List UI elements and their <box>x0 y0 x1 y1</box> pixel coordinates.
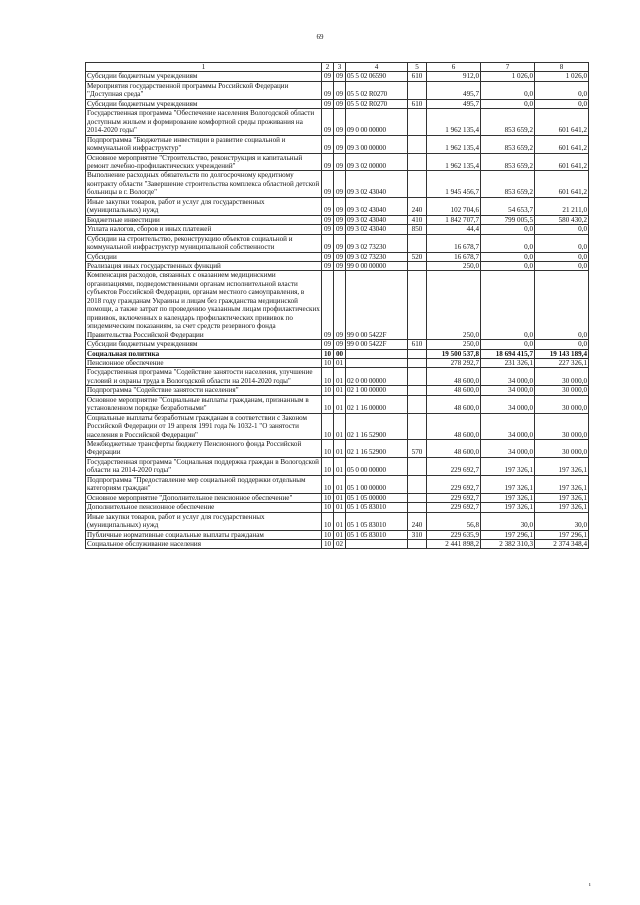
amount-year-1: 56,8 <box>427 512 481 530</box>
subsection-code: 09 <box>334 225 346 234</box>
amount-year-2: 18 694 415,7 <box>481 349 535 358</box>
section-code: 10 <box>322 349 334 358</box>
footer-mark: ı <box>589 882 591 888</box>
amount-year-1: 250,0 <box>427 340 481 349</box>
table-row <box>86 386 589 395</box>
amount-year-2: 34 000,0 <box>481 440 535 458</box>
amount-year-3: 30,0 <box>535 512 589 530</box>
amount-year-2: 54 653,7 <box>481 197 535 215</box>
amount-year-3: 0,0 <box>535 271 589 340</box>
amount-year-1: 1 842 707,7 <box>427 215 481 224</box>
amount-year-2: 34 000,0 <box>481 368 535 386</box>
amount-year-2: 2 382 310,3 <box>481 540 535 549</box>
amount-year-3: 19 143 189,4 <box>535 349 589 358</box>
section-code: 09 <box>322 197 334 215</box>
subsection-code: 01 <box>334 386 346 395</box>
amount-year-3: 30 000,0 <box>535 413 589 439</box>
row-name: Основное мероприятие "Дополнительное пенсионное обеспечение" <box>86 493 322 502</box>
target-article-code: 09 3 00 00000 <box>346 135 408 153</box>
header-cell: 4 <box>346 63 408 72</box>
table-row <box>86 395 589 413</box>
expense-type-code <box>408 349 427 358</box>
expense-type-code: 610 <box>408 99 427 108</box>
section-code: 10 <box>322 386 334 395</box>
header-cell: 1 <box>86 63 322 72</box>
subsection-code: 09 <box>334 109 346 135</box>
amount-year-2: 0,0 <box>481 225 535 234</box>
target-article-code: 05 1 05 83010 <box>346 503 408 512</box>
table-row <box>86 153 589 171</box>
subsection-code: 01 <box>334 503 346 512</box>
amount-year-1: 229 635,9 <box>427 530 481 539</box>
subsection-code: 01 <box>334 512 346 530</box>
target-article-code: 05 5 02 R0270 <box>346 81 408 99</box>
amount-year-1: 250,0 <box>427 271 481 340</box>
amount-year-3: 197 326,1 <box>535 503 589 512</box>
row-name: Субсидии <box>86 252 322 261</box>
amount-year-2: 34 000,0 <box>481 386 535 395</box>
subsection-code: 09 <box>334 81 346 99</box>
amount-year-1: 48 600,0 <box>427 368 481 386</box>
subsection-code: 01 <box>334 475 346 493</box>
amount-year-2: 853 659,2 <box>481 153 535 171</box>
amount-year-1: 16 678,7 <box>427 234 481 252</box>
target-article-code: 05 0 00 00000 <box>346 457 408 475</box>
amount-year-3: 197 326,1 <box>535 457 589 475</box>
subsection-code: 09 <box>334 135 346 153</box>
row-name: Социальное обслуживание населения <box>86 540 322 549</box>
expense-type-code <box>408 395 427 413</box>
subsection-code: 01 <box>334 493 346 502</box>
target-article-code <box>346 349 408 358</box>
table-row <box>86 261 589 270</box>
amount-year-3: 601 641,2 <box>535 153 589 171</box>
section-code: 09 <box>322 252 334 261</box>
amount-year-1: 229 692,7 <box>427 493 481 502</box>
amount-year-3: 0,0 <box>535 99 589 108</box>
amount-year-1: 1 945 456,7 <box>427 171 481 197</box>
expense-type-code <box>408 358 427 367</box>
row-name: Подпрограмма "Предоставление мер социальной поддержки отдельным категориям граждан" <box>86 475 322 493</box>
amount-year-2: 0,0 <box>481 252 535 261</box>
section-code: 09 <box>322 99 334 108</box>
header-cell: 5 <box>408 63 427 72</box>
target-article-code: 02 1 00 00000 <box>346 386 408 395</box>
expense-type-code: 520 <box>408 252 427 261</box>
section-code: 09 <box>322 171 334 197</box>
target-article-code: 99 0 00 5422F <box>346 271 408 340</box>
target-article-code: 09 3 02 43040 <box>346 215 408 224</box>
expense-type-code <box>408 153 427 171</box>
table-row <box>86 457 589 475</box>
table-row <box>86 413 589 439</box>
section-code: 09 <box>322 340 334 349</box>
expense-type-code: 850 <box>408 225 427 234</box>
table-row <box>86 234 589 252</box>
expense-type-code <box>408 234 427 252</box>
subsection-code: 09 <box>334 153 346 171</box>
amount-year-2: 34 000,0 <box>481 395 535 413</box>
amount-year-2: 197 326,1 <box>481 493 535 502</box>
table-row <box>86 197 589 215</box>
amount-year-2: 197 326,1 <box>481 503 535 512</box>
expense-type-code: 610 <box>408 72 427 81</box>
section-code: 10 <box>322 368 334 386</box>
subsection-code: 01 <box>334 368 346 386</box>
amount-year-3: 30 000,0 <box>535 395 589 413</box>
target-article-code: 09 3 02 00000 <box>346 153 408 171</box>
amount-year-2: 30,0 <box>481 512 535 530</box>
amount-year-3: 601 641,2 <box>535 171 589 197</box>
section-code: 09 <box>322 153 334 171</box>
row-name: Подпрограмма "Содействие занятости населения" <box>86 386 322 395</box>
row-name: Уплата налогов, сборов и иных платежей <box>86 225 322 234</box>
page-number: 69 <box>316 33 324 41</box>
amount-year-3: 0,0 <box>535 234 589 252</box>
amount-year-2: 231 326,1 <box>481 358 535 367</box>
row-name: Государственная программа "Обеспечение населения Вологодской области доступным жильем и формирование комфортной среды проживания на 2014-2020 годы" <box>86 109 322 135</box>
table-row <box>86 503 589 512</box>
amount-year-1: 48 600,0 <box>427 386 481 395</box>
amount-year-3: 30 000,0 <box>535 386 589 395</box>
section-code: 10 <box>322 413 334 439</box>
row-name: Иные закупки товаров, работ и услуг для государственных (муниципальных) нужд <box>86 197 322 215</box>
amount-year-3: 601 641,2 <box>535 135 589 153</box>
expense-type-code <box>408 475 427 493</box>
expense-type-code <box>408 457 427 475</box>
amount-year-1: 48 600,0 <box>427 440 481 458</box>
row-name: Бюджетные инвестиции <box>86 215 322 224</box>
amount-year-3: 580 430,2 <box>535 215 589 224</box>
header-cell: 2 <box>322 63 334 72</box>
table-row <box>86 540 589 549</box>
expense-type-code <box>408 368 427 386</box>
amount-year-1: 229 692,7 <box>427 457 481 475</box>
subsection-code: 01 <box>334 413 346 439</box>
amount-year-1: 250,0 <box>427 261 481 270</box>
table-row <box>86 215 589 224</box>
target-article-code: 02 1 16 52900 <box>346 440 408 458</box>
table-row <box>86 475 589 493</box>
expense-type-code <box>408 109 427 135</box>
section-code: 10 <box>322 493 334 502</box>
amount-year-2: 853 659,2 <box>481 171 535 197</box>
expense-type-code: 570 <box>408 440 427 458</box>
amount-year-3: 21 211,0 <box>535 197 589 215</box>
row-name: Государственная программа "Социальная поддержка граждан в Вологодской области на 2014-2020 годы" <box>86 457 322 475</box>
target-article-code: 09 3 02 43040 <box>346 225 408 234</box>
subsection-code: 01 <box>334 457 346 475</box>
target-article-code: 99 0 00 5422F <box>346 340 408 349</box>
header-cell: 6 <box>427 63 481 72</box>
expense-type-code <box>408 413 427 439</box>
amount-year-2: 34 000,0 <box>481 413 535 439</box>
amount-year-3: 0,0 <box>535 252 589 261</box>
table-row <box>86 368 589 386</box>
row-name: Межбюджетные трансферты бюджету Пенсионного фонда Российской Федерации <box>86 440 322 458</box>
expense-type-code <box>408 386 427 395</box>
section-code: 10 <box>322 475 334 493</box>
table-row <box>86 99 589 108</box>
expense-type-code: 240 <box>408 512 427 530</box>
amount-year-1: 229 692,7 <box>427 503 481 512</box>
amount-year-2: 0,0 <box>481 99 535 108</box>
section-code: 10 <box>322 540 334 549</box>
amount-year-3: 227 326,1 <box>535 358 589 367</box>
subsection-code: 09 <box>334 197 346 215</box>
amount-year-1: 1 962 135,4 <box>427 135 481 153</box>
amount-year-3: 601 641,2 <box>535 109 589 135</box>
target-article-code: 05 1 05 00000 <box>346 493 408 502</box>
target-article-code <box>346 540 408 549</box>
section-code: 10 <box>322 503 334 512</box>
expense-type-code <box>408 493 427 502</box>
table-row <box>86 512 589 530</box>
target-article-code: 09 3 02 43040 <box>346 197 408 215</box>
amount-year-3: 197 326,1 <box>535 493 589 502</box>
expense-type-code: 310 <box>408 530 427 539</box>
amount-year-3: 0,0 <box>535 81 589 99</box>
table-body <box>86 72 589 549</box>
budget-table <box>85 62 589 549</box>
header-row <box>86 63 589 72</box>
amount-year-3: 197 326,1 <box>535 475 589 493</box>
expense-type-code <box>408 540 427 549</box>
amount-year-1: 19 500 537,8 <box>427 349 481 358</box>
amount-year-1: 495,7 <box>427 99 481 108</box>
row-name: Публичные нормативные социальные выплаты гражданам <box>86 530 322 539</box>
header-cell: 3 <box>334 63 346 72</box>
section-code: 10 <box>322 457 334 475</box>
amount-year-1: 44,4 <box>427 225 481 234</box>
amount-year-1: 278 292,7 <box>427 358 481 367</box>
target-article-code: 05 1 05 83010 <box>346 530 408 539</box>
section-code: 09 <box>322 234 334 252</box>
section-code: 09 <box>322 109 334 135</box>
table-row <box>86 271 589 340</box>
row-name: Основное мероприятие "Социальные выплаты гражданам, признанным в установленном порядке безработными" <box>86 395 322 413</box>
amount-year-3: 2 374 348,4 <box>535 540 589 549</box>
section-code: 10 <box>322 512 334 530</box>
subsection-code: 01 <box>334 440 346 458</box>
table-row <box>86 252 589 261</box>
target-article-code: 09 3 02 73230 <box>346 234 408 252</box>
amount-year-3: 30 000,0 <box>535 368 589 386</box>
row-name: Мероприятия государственной программы Российской Федерации "Доступная среда" <box>86 81 322 99</box>
section-code: 09 <box>322 215 334 224</box>
amount-year-2: 0,0 <box>481 81 535 99</box>
amount-year-1: 48 600,0 <box>427 413 481 439</box>
expense-type-code <box>408 503 427 512</box>
table-row <box>86 81 589 99</box>
target-article-code <box>346 358 408 367</box>
table-row <box>86 135 589 153</box>
amount-year-3: 30 000,0 <box>535 440 589 458</box>
subsection-code: 09 <box>334 215 346 224</box>
table-row <box>86 225 589 234</box>
expense-type-code <box>408 81 427 99</box>
section-code: 09 <box>322 225 334 234</box>
row-name: Субсидии бюджетным учреждениям <box>86 99 322 108</box>
subsection-code: 09 <box>334 171 346 197</box>
subsection-code: 02 <box>334 540 346 549</box>
row-name: Субсидии на строительство, реконструкцию объектов социальной и коммунальной инфраструктур муниципальной собственности <box>86 234 322 252</box>
section-code: 09 <box>322 271 334 340</box>
section-code: 09 <box>322 81 334 99</box>
table-row <box>86 109 589 135</box>
subsection-code: 09 <box>334 99 346 108</box>
amount-year-2: 1 026,0 <box>481 72 535 81</box>
amount-year-2: 853 659,2 <box>481 135 535 153</box>
subsection-code: 00 <box>334 349 346 358</box>
table-row <box>86 493 589 502</box>
target-article-code: 02 0 00 00000 <box>346 368 408 386</box>
header-cell: 8 <box>535 63 589 72</box>
amount-year-1: 229 692,7 <box>427 475 481 493</box>
subsection-code: 09 <box>334 234 346 252</box>
row-name: Компенсация расходов, связанных с оказанием медицинскими организациями, подведомственными органам исполнительной власти субъектов Российской Федерации, органам местного самоуправления, в 2018 году гражданам Украины и лицам без гражданства медицинской помощи, а также затрат по проведению указанным лицам профилактических прививок, включенных в календарь профилактических прививок по эпидемическим показаниям, за счет средств резервного фонда Правительства Российской Федерации <box>87 271 320 339</box>
table-row <box>86 340 589 349</box>
subsection-code: 09 <box>334 252 346 261</box>
amount-year-1: 16 678,7 <box>427 252 481 261</box>
target-article-code: 09 0 00 00000 <box>346 109 408 135</box>
target-article-code: 02 1 16 52900 <box>346 413 408 439</box>
target-article-code: 09 3 02 43040 <box>346 171 408 197</box>
section-code: 10 <box>322 358 334 367</box>
subsection-code: 09 <box>334 72 346 81</box>
row-name: Пенсионное обеспечение <box>86 358 322 367</box>
subsection-code: 01 <box>334 395 346 413</box>
amount-year-1: 495,7 <box>427 81 481 99</box>
amount-year-2: 197 326,1 <box>481 475 535 493</box>
target-article-code: 05 1 00 00000 <box>346 475 408 493</box>
row-name: Субсидии бюджетным учреждениям <box>86 340 322 349</box>
row-name: Социальная политика <box>86 349 322 358</box>
table-row <box>86 440 589 458</box>
amount-year-1: 48 600,0 <box>427 395 481 413</box>
amount-year-2: 197 326,1 <box>481 457 535 475</box>
expense-type-code <box>408 271 427 340</box>
expense-type-code: 610 <box>408 340 427 349</box>
row-name: Выполнение расходных обязательств по долгосрочному кредитному контракту области "Завершение строительства комплекса областной детской больницы в г. Вологде" <box>86 171 322 197</box>
amount-year-3: 0,0 <box>535 340 589 349</box>
amount-year-2: 0,0 <box>481 340 535 349</box>
amount-year-2: 0,0 <box>481 234 535 252</box>
amount-year-2: 853 659,2 <box>481 109 535 135</box>
table-row <box>86 171 589 197</box>
amount-year-2: 0,0 <box>481 261 535 270</box>
amount-year-1: 1 962 135,4 <box>427 109 481 135</box>
target-article-code: 05 1 05 83010 <box>346 512 408 530</box>
amount-year-1: 2 441 898,2 <box>427 540 481 549</box>
row-name: Основное мероприятие "Строительство, реконструкция и капитальный ремонт лечебно-профилактических учреждений" <box>86 153 322 171</box>
subsection-code: 09 <box>334 261 346 270</box>
amount-year-3: 0,0 <box>535 261 589 270</box>
row-name: Субсидии бюджетным учреждениям <box>86 72 322 81</box>
table-row <box>86 349 589 358</box>
expense-type-code: 410 <box>408 215 427 224</box>
section-code: 09 <box>322 135 334 153</box>
table-row <box>86 72 589 81</box>
row-name: Реализация иных государственных функций <box>86 261 322 270</box>
target-article-code: 05 5 02 R0270 <box>346 99 408 108</box>
amount-year-3: 197 296,1 <box>535 530 589 539</box>
expense-type-code <box>408 135 427 153</box>
subsection-code: 09 <box>334 340 346 349</box>
subsection-code: 01 <box>334 358 346 367</box>
section-code: 10 <box>322 440 334 458</box>
target-article-code: 02 1 16 00000 <box>346 395 408 413</box>
amount-year-1: 102 704,6 <box>427 197 481 215</box>
row-name: Подпрограмма "Бюджетные инвестиции в развитие социальной и коммунальной инфраструктур" <box>86 135 322 153</box>
amount-year-3: 0,0 <box>535 225 589 234</box>
row-name: Социальные выплаты безработным гражданам в соответствии с Законом Российской Федерации от 19 апреля 1991 года № 1032-1 "О занятости населения в Российской Федерации" <box>86 413 322 439</box>
header-cell: 7 <box>481 63 535 72</box>
amount-year-3: 1 026,0 <box>535 72 589 81</box>
target-article-code: 09 3 02 73230 <box>346 252 408 261</box>
section-code: 10 <box>322 530 334 539</box>
row-name: Иные закупки товаров, работ и услуг для государственных (муниципальных) нужд <box>86 512 322 530</box>
table-row <box>86 530 589 539</box>
section-code: 09 <box>322 72 334 81</box>
section-code: 09 <box>322 261 334 270</box>
target-article-code: 99 0 00 00000 <box>346 261 408 270</box>
amount-year-2: 799 005,5 <box>481 215 535 224</box>
section-code: 10 <box>322 395 334 413</box>
expense-type-code <box>408 171 427 197</box>
subsection-code: 01 <box>334 530 346 539</box>
amount-year-1: 1 962 135,4 <box>427 153 481 171</box>
target-article-code: 05 5 02 06590 <box>346 72 408 81</box>
subsection-code: 09 <box>334 271 346 340</box>
amount-year-2: 0,0 <box>481 271 535 340</box>
expense-type-code <box>408 261 427 270</box>
amount-year-1: 912,0 <box>427 72 481 81</box>
table-row <box>86 358 589 367</box>
amount-year-2: 197 296,1 <box>481 530 535 539</box>
row-name: Государственная программа "Содействие занятости населения, улучшение условий и охраны труда в Вологодской области на 2014-2020 годы" <box>86 368 322 386</box>
row-name: Дополнительное пенсионное обеспечение <box>86 503 322 512</box>
expense-type-code: 240 <box>408 197 427 215</box>
